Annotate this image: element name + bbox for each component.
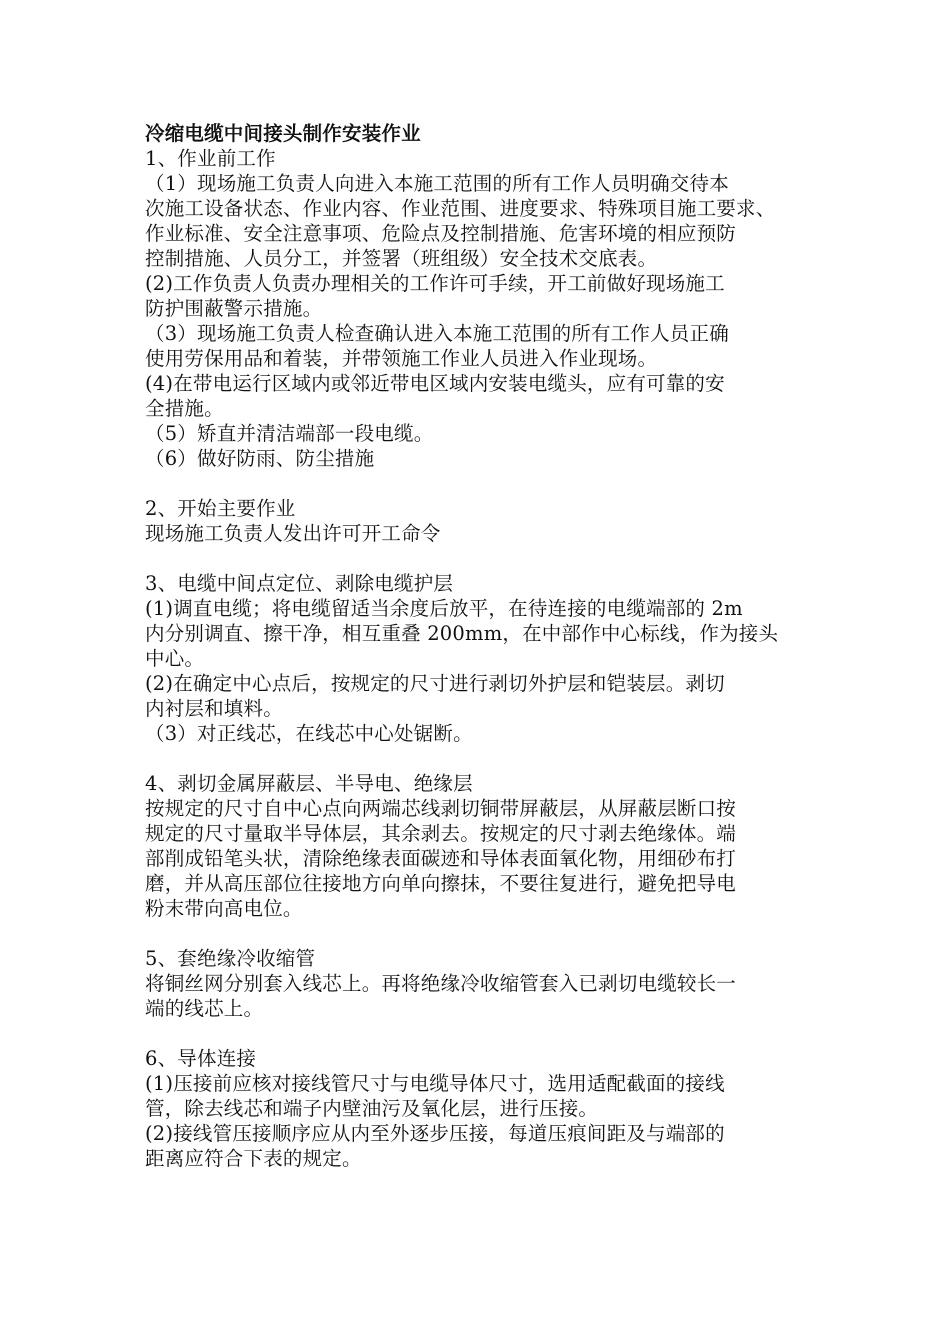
text-line: (2)在确定中心点后，按规定的尺寸进行剥切外护层和铠装层。剥切 — [145, 672, 725, 695]
text-line: 磨，并从高压部位往接地方向单向擦抹，不要往复进行，避免把导电 — [145, 872, 737, 895]
text-line: 将铜丝网分别套入线芯上。再将绝缘冷收缩管套入已剥切电缆较长一 — [145, 972, 737, 995]
text-line: 按规定的尺寸自中心点向两端芯线剥切铜带屏蔽层，从屏蔽层断口按 — [145, 797, 737, 820]
text-line: 5、套绝缘冷收缩管 — [145, 947, 316, 970]
paragraph-spacer — [145, 746, 815, 771]
document-body — [145, 121, 815, 1171]
text-line: (1)调直电缆；将电缆留适当余度后放平，在待连接的电缆端部的 2m — [145, 597, 743, 620]
text-line: 粉末带向高电位。 — [145, 897, 303, 920]
text-line: 部削成铅笔头状，清除绝缘表面碳迹和导体表面氧化物，用细砂布打 — [145, 847, 737, 870]
text-line: 6、导体连接 — [145, 1047, 257, 1070]
text-line: (2)工作负责人负责办理相关的工作许可手续，开工前做好现场施工 — [145, 272, 725, 295]
text-line: 防护围蔽警示措施。 — [145, 297, 323, 320]
text-line: 1、作业前工作 — [145, 147, 276, 170]
text-line: （3）现场施工负责人检查确认进入本施工范围的所有工作人员正确 — [145, 322, 729, 345]
text-line: 控制措施、人员分工，并签署（班组级）安全技术交底表。 — [145, 247, 658, 270]
paragraph-spacer — [145, 1021, 815, 1046]
text-line: （3）对正线芯，在线芯中心处锯断。 — [145, 722, 473, 745]
text-line: 距离应符合下表的规定。 — [145, 1147, 362, 1170]
text-line: （5）矫直并清洁端部一段电缆。 — [145, 422, 434, 445]
text-line: 规定的尺寸量取半导体层，其余剥去。按规定的尺寸剥去绝缘体。端 — [145, 822, 737, 845]
text-line: 全措施。 — [145, 397, 224, 420]
text-line: 内衬层和填料。 — [145, 697, 283, 720]
paragraph-spacer — [145, 471, 815, 496]
paragraph-spacer — [145, 921, 815, 946]
text-line: 内分别调直、擦干净，相互重叠 200mm，在中部作中心标线，作为接头 — [145, 622, 779, 645]
text-line: 作业标准、安全注意事项、危险点及控制措施、危害环境的相应预防 — [145, 222, 737, 245]
text-line: 端的线芯上。 — [145, 997, 264, 1020]
text-line: (1)压接前应核对接线管尺寸与电缆导体尺寸，选用适配截面的接线 — [145, 1072, 725, 1095]
text-line: （1）现场施工负责人向进入本施工范围的所有工作人员明确交待本 — [145, 172, 729, 195]
text-line: 现场施工负责人发出许可开工命令 — [145, 522, 441, 545]
text-line: 2、开始主要作业 — [145, 497, 296, 520]
text-line: 管，除去线芯和端子内壁油污及氧化层，进行压接。 — [145, 1097, 599, 1120]
text-line: 中心。 — [145, 647, 205, 670]
text-line: (4)在带电运行区域内或邻近带电区域内安装电缆头，应有可靠的安 — [145, 372, 725, 395]
document-title: 冷缩电缆中间接头制作安装作业 — [145, 122, 421, 145]
text-line: 3、电缆中间点定位、剥除电缆护层 — [145, 572, 454, 595]
text-line: 4、剥切金属屏蔽层、半导电、绝缘层 — [145, 772, 473, 795]
text-line: 使用劳保用品和着装，并带领施工作业人员进入作业现场。 — [145, 347, 658, 370]
text-line: 次施工设备状态、作业内容、作业范围、进度要求、特殊项目施工要求、 — [145, 197, 776, 220]
paragraph-spacer — [145, 546, 815, 571]
text-line: (2)接线管压接顺序应从内至外逐步压接，每道压痕间距及与端部的 — [145, 1122, 725, 1145]
document-lines — [145, 146, 815, 1171]
text-line: （6）做好防雨、防尘措施 — [145, 447, 375, 470]
